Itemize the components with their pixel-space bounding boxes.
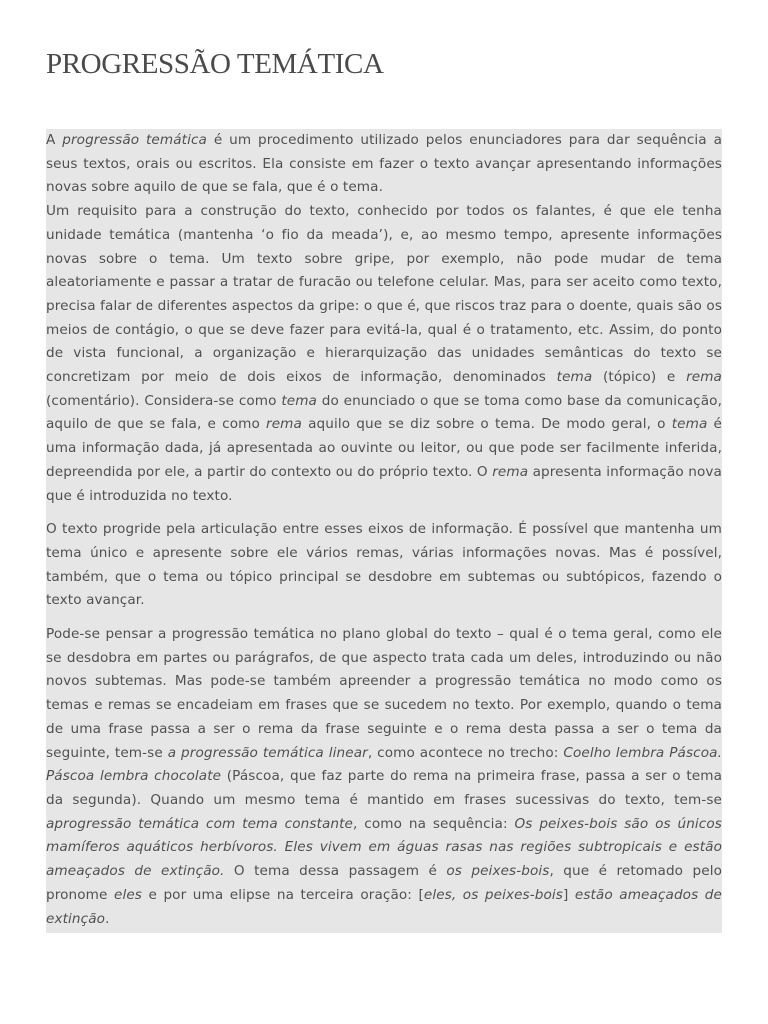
text-run: e por uma elipse na terceira oração: [ xyxy=(141,886,424,903)
italic-term: estão ameaçados de extinção xyxy=(46,886,722,927)
text-body xyxy=(46,129,722,933)
paragraph xyxy=(46,623,722,931)
text-run: é uma informação dada, já apresentada ao ouvinte ou leitor, ou que pode ser facilmente inferida, depreendida por ele, a partir do contexto ou do próprio texto. O xyxy=(46,416,723,480)
italic-term: tema xyxy=(556,369,593,386)
text-run: apresenta informação nova que é introduzida no texto. xyxy=(46,463,722,504)
paragraph xyxy=(46,200,722,508)
italic-term: progressão temática xyxy=(62,132,207,148)
italic-term: Coelho lembra Páscoa. Páscoa lembra chocolate xyxy=(46,744,722,785)
page-title: PROGRESSÃO TEMÁTICA xyxy=(46,48,384,80)
text-run: , como acontece no trecho: xyxy=(367,744,564,761)
paragraph xyxy=(46,518,722,613)
italic-term: rema xyxy=(492,463,529,480)
text-run: Pode-se pensar a progressão temática no plano global do texto – qual é o tema geral, como ele se desdobra em partes ou parágrafos, de que aspecto trata cada um deles, introduzindo ou não novos subtemas. Mas pode-se também apreender a progressão temática no modo como os temas e remas se encadeiam em frases que se sucedem no texto. Por exemplo, quando o tema de uma frase passa a ser o rema da frase seguinte e o rema desta passa a ser o tema da seguinte, tem-se xyxy=(46,626,722,761)
italic-term: a progressão temática linear xyxy=(167,744,368,761)
italic-term: aprogressão temática com tema constante xyxy=(46,815,354,832)
text-run: aquilo que se diz sobre o tema. De modo geral, o xyxy=(301,416,672,433)
text-run: (tópico) e xyxy=(592,369,687,386)
text-run: é um procedimento utilizado pelos enunciadores para dar sequência a seus textos, orais ou escritos. Ela consiste em fazer o texto avançar apresentando informações novas sobre aquilo de que se fala, que é o tema. xyxy=(46,132,722,196)
italic-term: eles, os peixes-bois xyxy=(423,886,563,903)
text-run: do enunciado o que se toma como base da comunicação, aquilo de que se fala, e como xyxy=(46,392,722,433)
italic-term: eles xyxy=(113,886,142,903)
italic-term: tema xyxy=(671,416,708,433)
italic-term: tema xyxy=(281,392,317,409)
text-run: Um requisito para a construção do texto, conhecido por todos os falantes, é que ele tenha unidade temática (mantenha ‘o fio da meada’), e, ao mesmo tempo, apresente informações novas sobre o tema. Um texto sobre gripe, por exemplo, não pode mudar de tema aleatoriamente e passar a tratar de furacão ou telefone celular. Mas, para ser aceito como texto, precisa falar de diferentes aspectos da gripe: o que é, que riscos traz para o doente, quais são os meios de contágio, o que se deve fazer para evitá-la, qual é o tratamento, etc. Assim, do ponto de vista funcional, a organização e hierarquização das unidades semânticas do texto se concretizam por meio de dois eixos de informação, denominados xyxy=(46,203,722,386)
italic-term: rema xyxy=(686,369,722,386)
text-run: O tema dessa passagem é xyxy=(224,863,447,880)
text-run: (comentário). Considera-se como xyxy=(46,392,282,409)
text-run: (Páscoa, que faz parte do rema na primeira frase, passa a ser o tema da segunda). Quando um mesmo tema é mantido em frases sucessivas do texto, tem-se xyxy=(46,768,722,808)
paragraph xyxy=(46,129,722,200)
text-run: O texto progride pela articulação entre esses eixos de informação. É possível que mantenha um tema único e apresente sobre ele vários remas, várias informações novas. Mas é possível, também, que o tema ou tópico principal se desdobre em subtemas ou subtópicos, fazendo o texto avançar. xyxy=(46,521,722,609)
text-run: A xyxy=(46,132,63,148)
text-run: , como na sequência: xyxy=(353,815,515,832)
italic-term: rema xyxy=(266,416,302,433)
italic-term: os peixes-bois xyxy=(446,863,550,880)
text-run: ] xyxy=(562,886,575,903)
text-run: , que é retomado pelo pronome xyxy=(46,863,722,903)
text-run: . xyxy=(105,910,110,927)
italic-term: Os peixes-bois são os únicos mamíferos aquáticos herbívoros. Eles vivem em águas rasas nas regiões subtropicais e estão ameaçados de extinção. xyxy=(46,815,722,880)
